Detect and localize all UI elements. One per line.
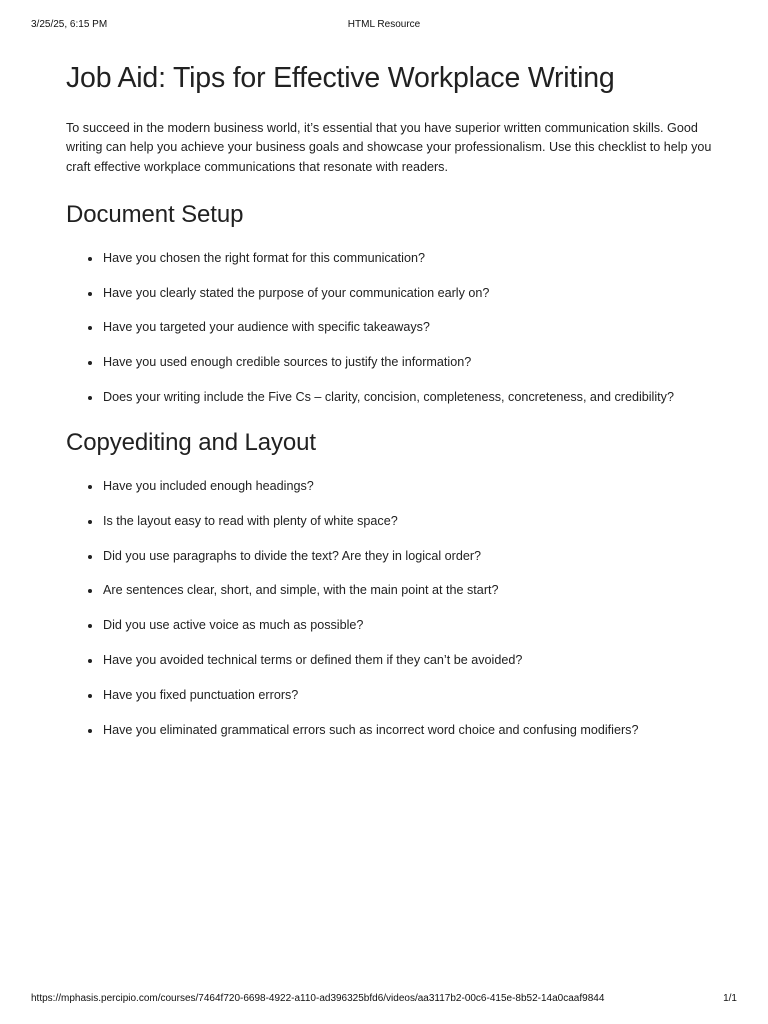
print-header	[31, 19, 737, 33]
bullet-icon	[88, 729, 92, 733]
checklist-item-text: Is the layout easy to read with plenty of white space?	[103, 513, 398, 528]
checklist-item-text: Are sentences clear, short, and simple, with the main point at the start?	[103, 583, 499, 598]
bullet-icon	[88, 485, 92, 489]
section-heading-copyediting-and-layout: Copyediting and Layout	[66, 429, 316, 457]
bullet-icon	[88, 257, 92, 261]
print-footer	[31, 993, 737, 1007]
checklist-item	[88, 617, 716, 634]
checklist-item-text: Have you targeted your audience with specific takeaways?	[103, 320, 430, 335]
checklist-item-text: Have you used enough credible sources to justify the information?	[103, 355, 472, 370]
checklist-item-text: Did you use paragraphs to divide the text? Are they in logical order?	[103, 548, 482, 563]
checklist-item	[88, 652, 716, 669]
checklist-copyediting-and-layout	[66, 478, 716, 739]
bullet-icon	[88, 361, 92, 365]
checklist-item-text: Does your writing include the Five Cs – clarity, concision, completeness, concreteness, and credibility?	[103, 390, 674, 405]
bullet-icon	[88, 396, 92, 400]
checklist-item	[88, 354, 716, 371]
checklist-item	[88, 478, 716, 495]
checklist-item	[88, 250, 716, 267]
checklist-item	[88, 687, 716, 704]
checklist-item	[88, 513, 716, 530]
checklist-item	[88, 582, 716, 599]
bullet-icon	[88, 555, 92, 559]
bullet-icon	[88, 659, 92, 663]
checklist-item-text: Have you eliminated grammatical errors such as incorrect word choice and confusing modifiers?	[103, 722, 639, 737]
checklist-item	[88, 319, 716, 336]
bullet-icon	[88, 694, 92, 698]
checklist-item	[88, 722, 716, 739]
checklist-item-text: Have you clearly stated the purpose of your communication early on?	[103, 285, 490, 300]
print-date: 3/25/25, 6:15 PM	[31, 19, 108, 30]
checklist-item	[88, 389, 716, 406]
print-page-title: HTML Resource	[347, 19, 421, 30]
checklist-document-setup	[66, 250, 716, 406]
print-page-number: 1/1	[723, 993, 737, 1004]
checklist-item	[88, 548, 716, 565]
bullet-icon	[88, 624, 92, 628]
checklist-item	[88, 285, 716, 302]
section-heading-document-setup: Document Setup	[66, 200, 244, 228]
document-title: Job Aid: Tips for Effective Workplace Writing	[66, 62, 615, 94]
print-url: https://mphasis.percipio.com/courses/7464f720-6698-4922-a110-ad396325bfd6/videos/aa3117b2-00c6-415e-8b52-14a0caaf9844	[31, 993, 605, 1004]
bullet-icon	[88, 326, 92, 330]
checklist-item-text: Have you chosen the right format for this communication?	[103, 250, 425, 265]
checklist-item-text: Have you fixed punctuation errors?	[103, 687, 299, 702]
bullet-icon	[88, 520, 92, 524]
checklist-item-text: Have you avoided technical terms or defined them if they can’t be avoided?	[103, 653, 523, 668]
checklist-item-text: Did you use active voice as much as possible?	[103, 618, 364, 633]
bullet-icon	[88, 292, 92, 296]
checklist-item-text: Have you included enough headings?	[103, 479, 314, 494]
intro-paragraph: To succeed in the modern business world, it’s essential that you have superior written communication skills. Good writing can help you achieve your business goals and showcase your professionalism. Use this checklist to help you craft effective workplace communications that resonate with readers.	[66, 121, 712, 174]
document-content	[66, 58, 716, 739]
bullet-icon	[88, 589, 92, 593]
